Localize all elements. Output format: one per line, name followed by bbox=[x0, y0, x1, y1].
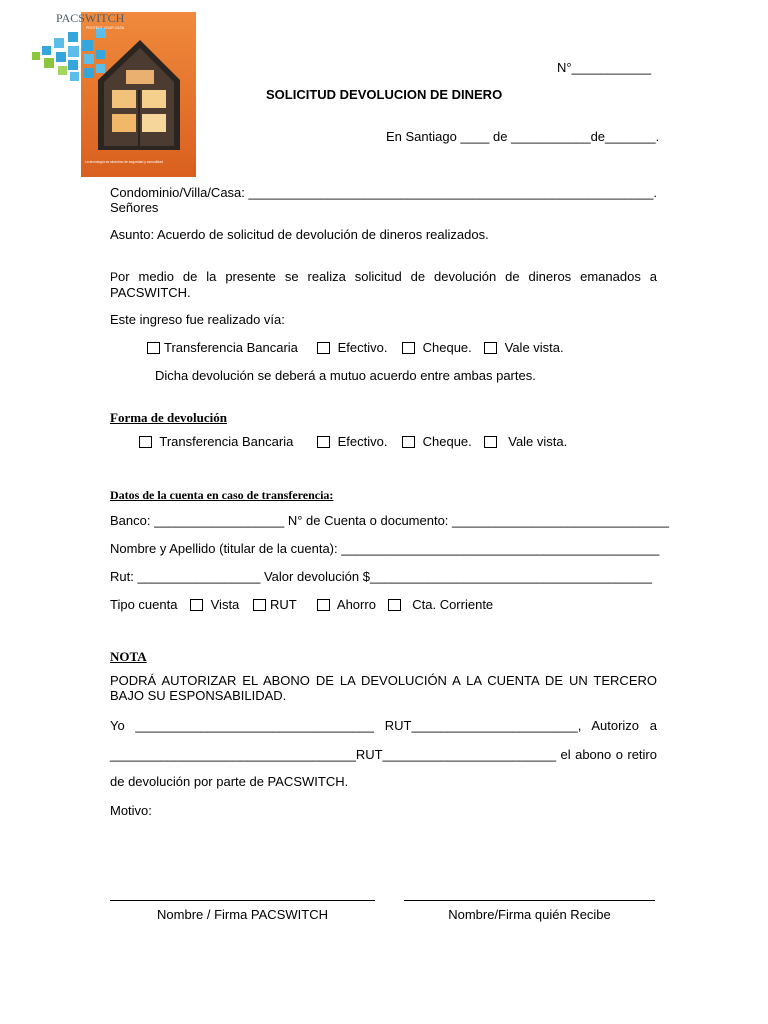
forma-option-vale-vista[interactable] bbox=[484, 434, 567, 449]
checkbox[interactable] bbox=[317, 342, 330, 354]
checkbox[interactable] bbox=[317, 599, 330, 611]
checkbox[interactable] bbox=[402, 436, 415, 448]
checkbox[interactable] bbox=[317, 436, 330, 448]
nota-text: PODRÁ AUTORIZAR EL ABONO DE LA DEVOLUCIÓN A LA CUENTA DE UN TERCERO BAJO SU ESPONSABILIDAD. bbox=[110, 673, 657, 703]
place-date: En Santiago ____ de ___________de_______. bbox=[386, 129, 660, 144]
option-label: Cheque. bbox=[422, 434, 472, 449]
condominio-line: Condominio/Villa/Casa: ________________________________________________________. bbox=[110, 185, 657, 200]
signature-label-right: Nombre/Firma quién Recibe bbox=[448, 907, 611, 922]
nota-heading: NOTA bbox=[110, 649, 147, 664]
checkbox[interactable] bbox=[402, 342, 415, 354]
checkbox[interactable] bbox=[388, 599, 401, 611]
intro-text: or medio de la presente se realiza solicitud de devolución de dineros emanados a PACSWITCH. bbox=[110, 269, 657, 300]
document-title: SOLICITUD DEVOLUCION DE DINERO bbox=[266, 87, 503, 102]
forma-option-efectivo[interactable] bbox=[317, 434, 387, 449]
option-label: Ahorro bbox=[336, 597, 376, 612]
de-devolucion: de devolución por parte de PACSWITCH. bbox=[110, 774, 349, 789]
option-label: Efectivo. bbox=[337, 340, 388, 355]
rut-autoriza-line: __________________________________RUT________________________ el abono o retiro bbox=[110, 747, 657, 762]
request-number: N°___________ bbox=[557, 60, 652, 75]
option-label: Vista bbox=[210, 597, 240, 612]
datos-heading: Datos de la cuenta en caso de transferencia: bbox=[110, 488, 334, 502]
option-label: Vale vista. bbox=[504, 340, 564, 355]
logo-caption: La tecnología es sinónimo de seguridad y comodidad bbox=[85, 160, 163, 164]
option-label: Efectivo. bbox=[337, 434, 388, 449]
rut-line: Rut: _________________ Valor devolución $_______________________________________ bbox=[110, 569, 652, 584]
intro-first-letter: P bbox=[110, 270, 119, 284]
signature-line-left bbox=[110, 900, 375, 901]
logo-brand: PACSWITCH bbox=[56, 11, 125, 25]
forma-option-transferencia[interactable] bbox=[139, 434, 293, 449]
banco-line: Banco: __________________ N° de Cuenta o documento: ______________________________ bbox=[110, 513, 669, 528]
senores: Señores bbox=[110, 200, 159, 215]
tipo-option-vista[interactable] bbox=[190, 597, 239, 612]
motivo-label: Motivo: bbox=[110, 803, 152, 818]
ingreso-option-vale-vista[interactable] bbox=[484, 340, 564, 355]
ingreso-label: Este ingreso fue realizado vía: bbox=[110, 312, 285, 327]
checkbox[interactable] bbox=[190, 599, 203, 611]
tipo-option-ahorro[interactable] bbox=[317, 597, 376, 612]
yo-line: Yo _________________________________ RUT_______________________, Autorizo a bbox=[110, 718, 657, 733]
ingreso-option-cheque[interactable] bbox=[402, 340, 472, 355]
option-label: Transferencia Bancaria bbox=[164, 340, 298, 355]
signature-label-left: Nombre / Firma PACSWITCH bbox=[157, 907, 328, 922]
forma-option-cheque[interactable] bbox=[402, 434, 472, 449]
option-label: Cta. Corriente bbox=[412, 597, 494, 612]
pacswitch-logo bbox=[30, 10, 196, 177]
tipo-option-cta-corriente[interactable] bbox=[388, 597, 493, 612]
logo-tagline: PROTECT YOUR CASA bbox=[86, 26, 125, 30]
ingreso-option-efectivo[interactable] bbox=[317, 340, 387, 355]
checkbox[interactable] bbox=[139, 436, 152, 448]
nombre-line: Nombre y Apellido (titular de la cuenta): ____________________________________________ bbox=[110, 541, 660, 556]
checkbox[interactable] bbox=[484, 342, 497, 354]
option-label: Cheque. bbox=[422, 340, 472, 355]
logo-graphic bbox=[30, 10, 196, 177]
option-label: RUT bbox=[270, 597, 297, 612]
forma-heading: Forma de devolución bbox=[110, 410, 227, 425]
signature-line-right bbox=[404, 900, 655, 901]
ingreso-option-transferencia[interactable] bbox=[147, 340, 298, 355]
checkbox[interactable] bbox=[253, 599, 266, 611]
option-label: Vale vista. bbox=[508, 434, 568, 449]
acuerdo-text: Dicha devolución se deberá a mutuo acuerdo entre ambas partes. bbox=[155, 368, 536, 383]
tipo-option-rut[interactable] bbox=[253, 597, 297, 612]
tipo-cuenta-label: Tipo cuenta bbox=[110, 597, 178, 612]
checkbox[interactable] bbox=[484, 436, 497, 448]
checkbox[interactable] bbox=[147, 342, 160, 354]
asunto: Asunto: Acuerdo de solicitud de devolución de dineros realizados. bbox=[110, 227, 489, 242]
intro-paragraph bbox=[110, 269, 657, 300]
option-label: Transferencia Bancaria bbox=[159, 434, 294, 449]
